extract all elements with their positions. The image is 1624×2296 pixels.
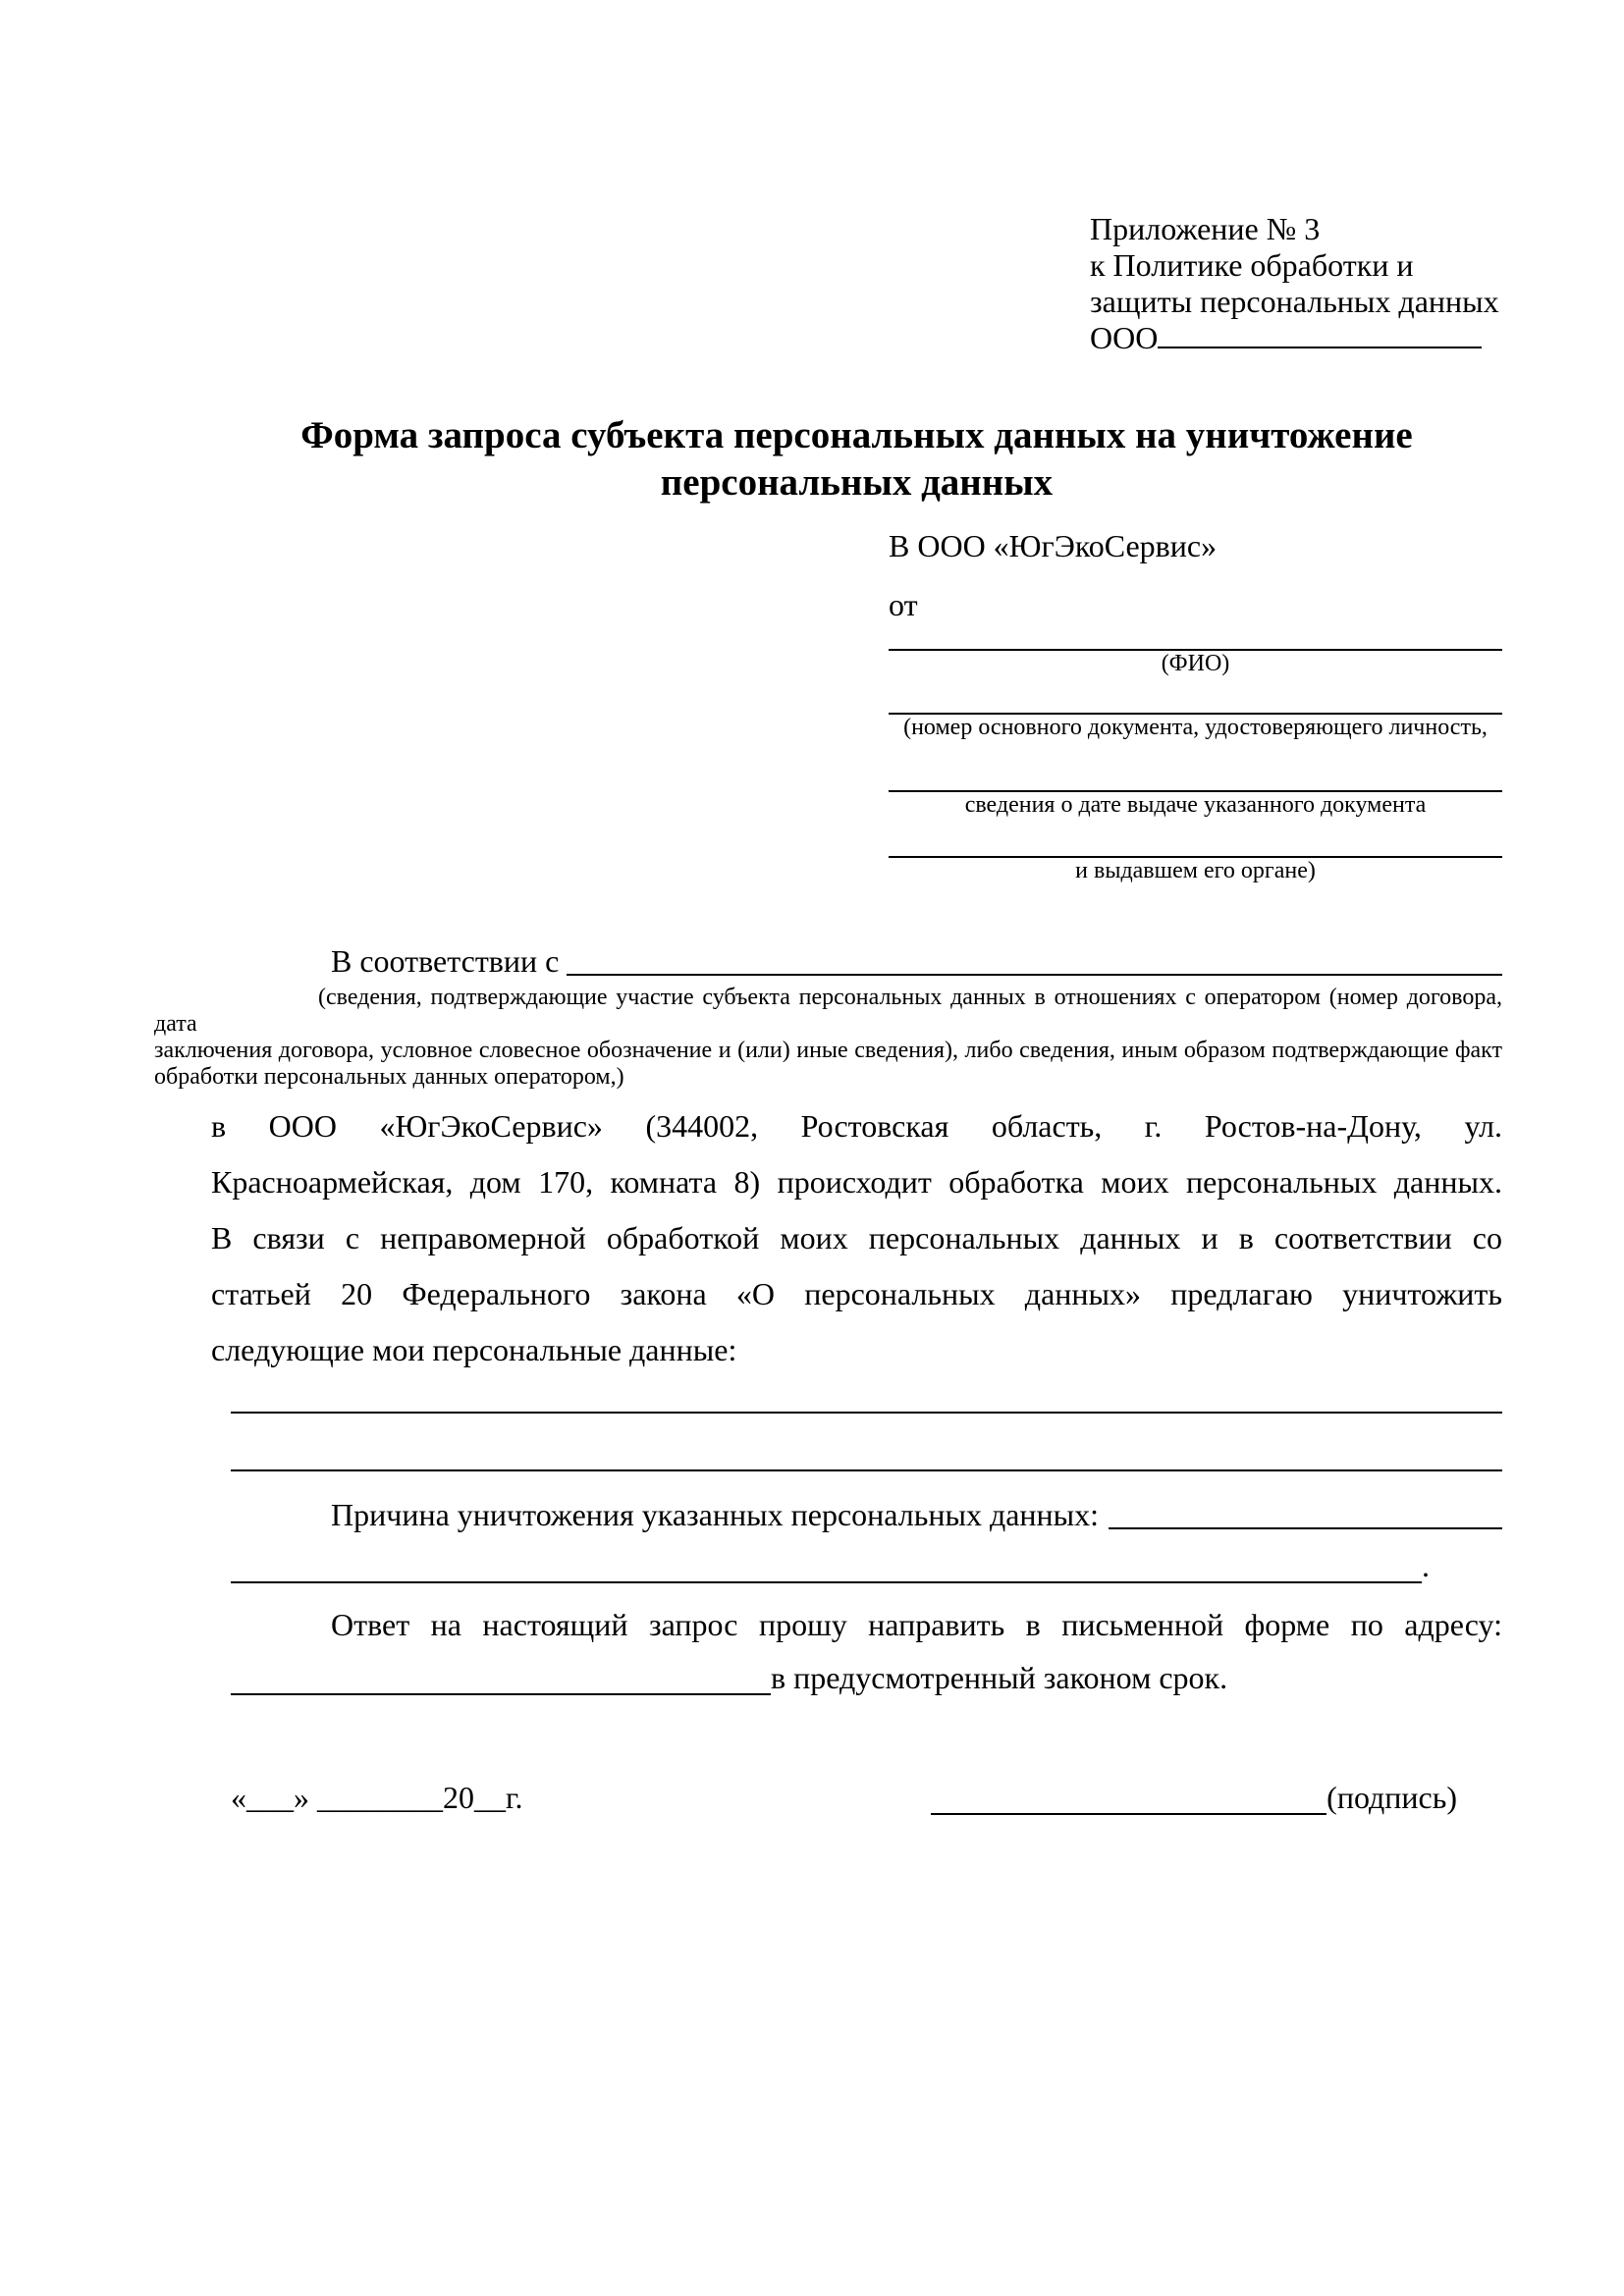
date-placeholder: «___» ________20__г. <box>231 1780 523 1815</box>
body-line-3: В связи с неправомерной обработкой моих персональных данных и в соответствии со <box>211 1220 1502 1255</box>
accordance-footnote <box>154 985 1502 1091</box>
reason-label: Причина уничтожения указанных персональных данных: <box>331 1497 1100 1532</box>
document-number-field <box>889 676 1502 740</box>
body-line-2: Красноармейская, дом 170, комната 8) происходит обработка моих персональных данных. <box>211 1164 1502 1200</box>
org-name-blank-line <box>1158 323 1482 348</box>
footnote-line-2: заключения договора, условное словесное обозначение и (или) иные сведения), либо сведения, иным образом подтверждающие факт <box>154 1038 1502 1063</box>
body-line-4: статьей 20 Федерального закона «О персональных данных» предлагаю уничтожить <box>211 1276 1502 1311</box>
document-title-line-2: персональных данных <box>660 461 1054 504</box>
appendix-org-line <box>1090 320 1502 356</box>
addressee-from-label: от <box>889 587 918 622</box>
accordance-blank-line <box>567 943 1502 976</box>
answer-lead: Ответ на настоящий запрос прошу направить в письменной форме по адресу: <box>331 1607 1502 1642</box>
fio-blank-line <box>889 622 1502 651</box>
footer-row <box>211 1780 1502 1815</box>
signature-caption: (подпись) <box>1326 1780 1457 1815</box>
footnote-line-3: обработки персональных данных оператором,) <box>154 1064 624 1090</box>
addressee-to: В ООО «ЮгЭкоСервис» <box>889 528 1218 563</box>
document-number-blank-line <box>889 676 1502 715</box>
accordance-lead: В соответствии с <box>331 943 560 979</box>
signature-group <box>931 1780 1457 1815</box>
issuing-authority-field <box>889 818 1502 883</box>
issue-date-caption: сведения о дате выдаче указанного документа <box>964 792 1427 818</box>
issue-date-field <box>889 740 1502 818</box>
personal-data-blank-line-1 <box>231 1378 1502 1414</box>
main-paragraph <box>211 1098 1502 1378</box>
personal-data-blank-line-2 <box>231 1414 1502 1471</box>
reason-period: . <box>1422 1548 1430 1583</box>
address-blank-line <box>231 1660 771 1695</box>
issue-date-blank-line <box>889 740 1502 792</box>
document-number-caption: (номер основного документа, удостоверяющего личность, <box>903 715 1488 740</box>
signature-blank-line <box>931 1780 1326 1815</box>
reason-blank-line-1 <box>1109 1497 1502 1529</box>
body-line-1: в ООО «ЮгЭкоСервис» (344002, Ростовская область, г. Ростов-на-Дону, ул. <box>211 1108 1502 1144</box>
answer-tail: в предусмотренный законом срок. <box>771 1660 1228 1695</box>
fio-caption: (ФИО) <box>1161 651 1230 676</box>
appendix-number: Приложение № 3 <box>1090 211 1321 246</box>
reason-row <box>211 1497 1502 1532</box>
reason-blank-line-2 <box>231 1532 1422 1583</box>
appendix-policy-line-1: к Политике обработки и <box>1090 247 1414 283</box>
appendix-policy-line-2: защиты персональных данных <box>1090 284 1499 319</box>
issuing-authority-blank-line <box>889 818 1502 858</box>
appendix-header <box>1090 211 1502 356</box>
document-title <box>211 412 1502 507</box>
body-line-5: следующие мои персональные данные: <box>211 1332 737 1367</box>
addressee-block <box>889 528 1502 883</box>
reason-continuation-row <box>211 1532 1502 1583</box>
document-title-line-1: Форма запроса субъекта персональных данных на уничтожение <box>300 414 1413 456</box>
answer-address-row <box>211 1660 1502 1695</box>
footnote-line-1: (сведения, подтверждающие участие субъекта персональных данных в отношениях с оператором (номер договора, дата <box>154 985 1502 1037</box>
org-prefix: ООО <box>1090 320 1159 355</box>
accordance-row <box>211 943 1502 979</box>
fio-field <box>889 622 1502 676</box>
issuing-authority-caption: и выдавшем его органе) <box>1075 858 1316 883</box>
